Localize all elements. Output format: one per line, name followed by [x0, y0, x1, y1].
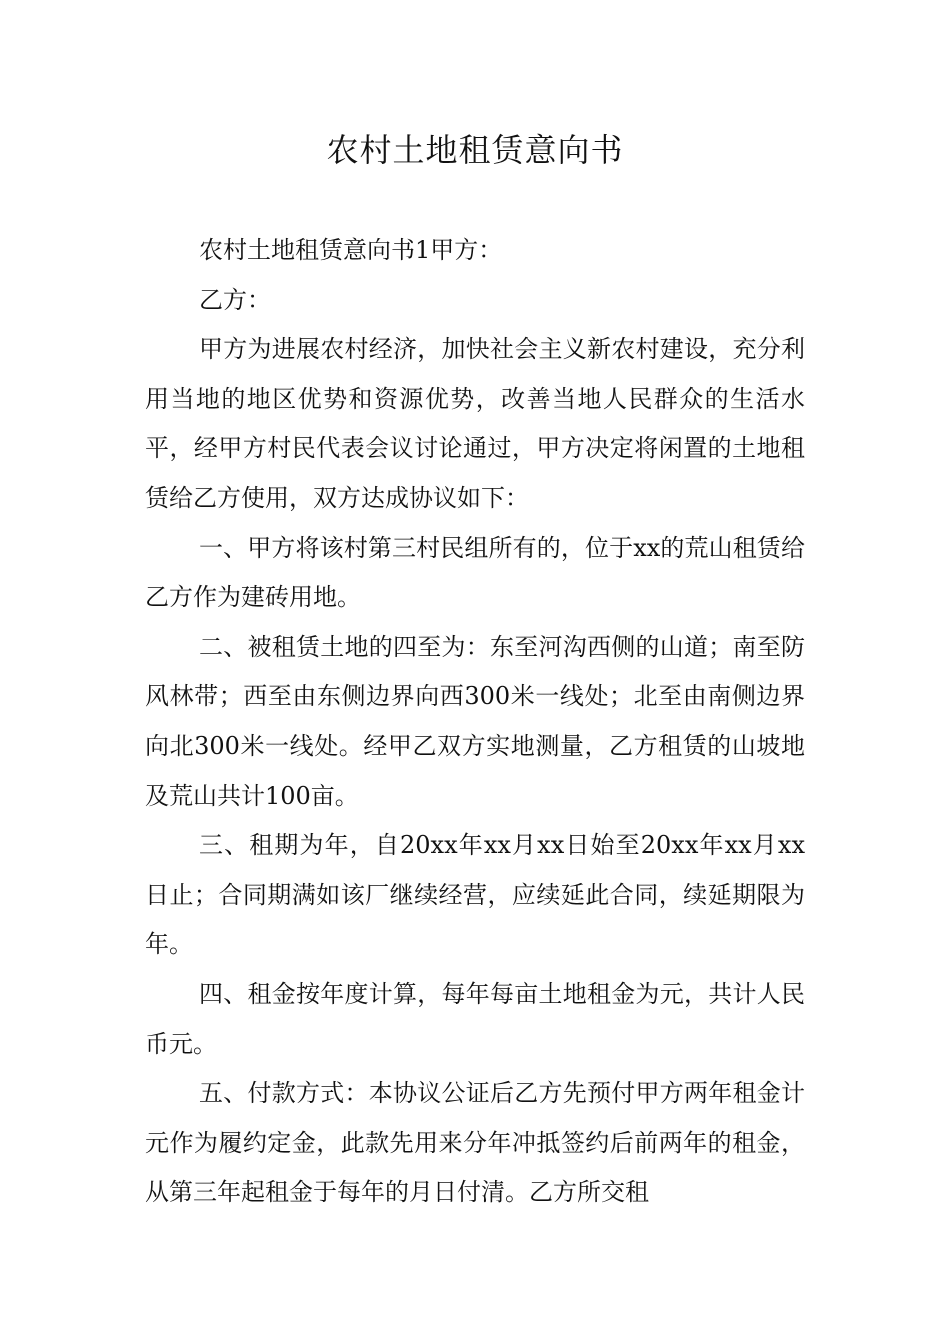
paragraph-heading-party-a: 农村土地租赁意向书1甲方：: [199, 236, 503, 264]
paragraph-clause-5: 五、付款方式：本协议公证后乙方先预付甲方两年租金计元作为履约定金，此款先用来分年冲抵签约后前两年的租金，从第三年起租金于每年的月日付清。乙方所交租: [145, 1079, 805, 1207]
paragraph-clause-3: 三、租期为年，自20xx年xx月xx日始至20xx年xx月xx日止；合同期满如该厂继续经营，应续延此合同，续延期限为年。: [145, 831, 805, 959]
paragraph-preamble: 甲方为进展农村经济，加快社会主义新农村建设，充分利用当地的地区优势和资源优势，改善当地人民群众的生活水平，经甲方村民代表会议讨论通过，甲方决定将闲置的土地租赁给乙方使用，双方达成协议如下：: [145, 335, 805, 512]
document-body: [145, 226, 805, 1218]
paragraph-clause-1: 一、甲方将该村第三村民组所有的，位于xx的荒山租赁给乙方作为建砖用地。: [145, 533, 805, 612]
paragraph-party-b: 乙方：: [199, 285, 271, 314]
paragraph-clause-4: 四、租金按年度计算，每年每亩土地租金为元，共计人民币元。: [145, 979, 805, 1058]
paragraph-clause-2: 二、被租赁土地的四至为：东至河沟西侧的山道；南至防风林带；西至由东侧边界向西300米一线处；北至由南侧边界向北300米一线处。经甲乙双方实地测量，乙方租赁的山坡地及荒山共计100亩。: [145, 632, 805, 810]
document-title: 农村土地租赁意向书: [326, 131, 624, 169]
